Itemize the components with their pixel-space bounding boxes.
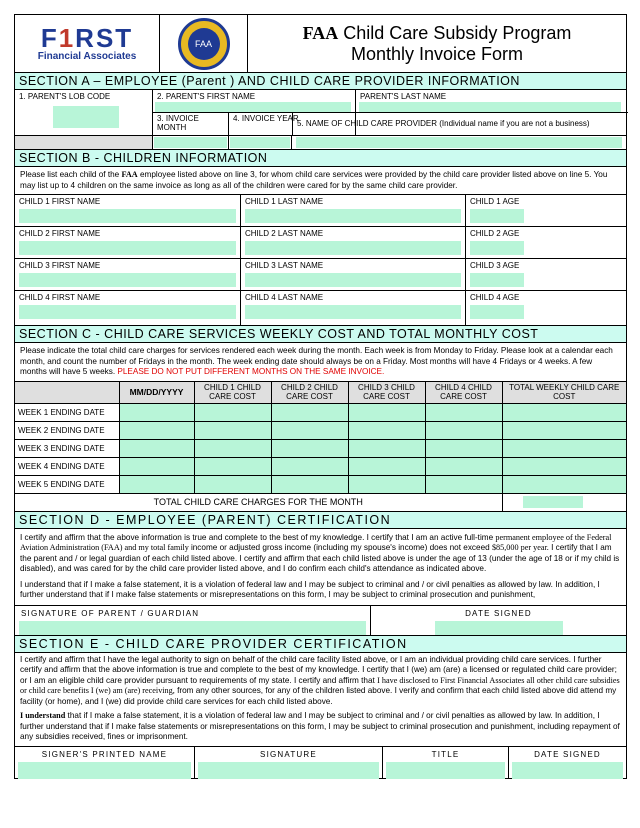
- child-last-label: CHILD 4 LAST NAME: [245, 293, 324, 302]
- child-age-label: CHILD 4 AGE: [470, 293, 520, 302]
- provider-signature-label: SIGNATURE: [260, 749, 317, 759]
- week-row-label: WEEK 1 ENDING DATE: [15, 403, 119, 421]
- week-header-spacer: [15, 381, 119, 403]
- child2-cost-field[interactable]: [271, 475, 348, 493]
- lob-code-label: 1. PARENT'S LOB CODE: [19, 92, 111, 101]
- provider-date-field[interactable]: [512, 762, 623, 779]
- logo-letters: RST: [75, 23, 134, 53]
- provider-name-label: SIGNER'S PRINTED NAME: [41, 749, 168, 759]
- child-last-field[interactable]: [245, 305, 461, 319]
- parent-last-field[interactable]: [359, 102, 621, 112]
- form-header: [15, 15, 626, 73]
- logo-letter-f: F: [40, 23, 59, 53]
- logo-subtitle: Financial Associates: [37, 51, 137, 62]
- child4-cost-header: CHILD 4 CHILD CARE COST: [425, 381, 502, 403]
- title-faa: FAA: [302, 22, 339, 43]
- child-row: [15, 259, 626, 291]
- child-last-label: CHILD 2 LAST NAME: [245, 229, 324, 238]
- child3-cost-header: CHILD 3 CHILD CARE COST: [348, 381, 425, 403]
- provider-signature-cell: [195, 747, 383, 778]
- provider-signature-field[interactable]: [198, 762, 379, 779]
- week-row: [15, 403, 626, 421]
- lob-code-cell: [15, 90, 153, 135]
- e-p2a: I understand: [20, 711, 66, 720]
- parent-date-field[interactable]: [435, 621, 563, 635]
- section-b-title: SECTION B - CHILDREN INFORMATION: [15, 150, 626, 167]
- child1-cost-field[interactable]: [194, 439, 271, 457]
- child-last-label: CHILD 3 LAST NAME: [245, 261, 324, 270]
- total-week-field[interactable]: [502, 403, 626, 421]
- provider-date-cell: [509, 747, 626, 778]
- week-date-field[interactable]: [119, 403, 194, 421]
- total-week-field[interactable]: [502, 421, 626, 439]
- week-date-field[interactable]: [119, 457, 194, 475]
- child1-cost-field[interactable]: [194, 403, 271, 421]
- child-age-field[interactable]: [470, 305, 524, 319]
- lob-code-field[interactable]: [53, 106, 119, 128]
- section-c-instructions: [15, 343, 626, 381]
- section-b-instructions: [15, 167, 626, 195]
- d-p1c: income or adjusted gross income (including my spouse's income) does not exceed: [190, 543, 492, 552]
- child-first-label: CHILD 1 FIRST NAME: [19, 197, 101, 206]
- week-row-label: WEEK 4 ENDING DATE: [15, 457, 119, 475]
- week-row-label: WEEK 5 ENDING DATE: [15, 475, 119, 493]
- total-week-field[interactable]: [502, 439, 626, 457]
- children-grid: [15, 195, 626, 325]
- child2-cost-field[interactable]: [271, 457, 348, 475]
- section-e-cert: [15, 653, 626, 711]
- section-c-title: SECTION C - CHILD CARE SERVICES WEEKLY COST AND TOTAL MONTHLY COST: [15, 325, 626, 343]
- date-col-header: MM/DD/YYYY: [119, 381, 194, 403]
- e-p1b: I have disclosed to First Financial Associates all other child care subsidies or child care benefits I (we) am (are) receiving,: [20, 675, 620, 695]
- week-date-field[interactable]: [119, 439, 194, 457]
- total-week-field[interactable]: [502, 475, 626, 493]
- child-row: [15, 291, 626, 325]
- invoice-month-cell: [153, 113, 229, 136]
- total-month-field[interactable]: [523, 496, 583, 508]
- section-c-intro: Please indicate the total child care charges for services rendered each week during the month. Each week is from Monday to Friday. Please look at a calendar each month, and count the number of Fridays in the month. The week ending date should always be on a Friday. Most months will have 4 Fridays or 4 weeks. A few months will have 5 weeks.: [20, 346, 613, 376]
- week-date-field[interactable]: [119, 475, 194, 493]
- section-b-intro-faa: FAA: [121, 170, 138, 179]
- d-p1b: permanent employee of the Federal Aviation Administration (FAA) and my total family: [20, 532, 612, 552]
- child3-cost-field[interactable]: [348, 475, 425, 493]
- child2-cost-header: CHILD 2 CHILD CARE COST: [271, 381, 348, 403]
- e-p1c: from any other sources, for any of the children listed above. I verify and confirm that each child listed above did attend my facility (or home), and I (we) did provide child care services for each child listed above.: [20, 686, 617, 706]
- child-age-field[interactable]: [470, 241, 524, 255]
- parent-last-label: PARENT'S LAST NAME: [360, 92, 447, 101]
- e-p2: [15, 710, 626, 746]
- child-first-field[interactable]: [19, 305, 236, 319]
- parent-signature-cell: [15, 606, 371, 635]
- total-cost-header: TOTAL WEEKLY CHILD CARE COST: [502, 381, 626, 403]
- invoice-month-field-cell: [153, 136, 229, 149]
- d-p1a: I certify and affirm that the above information is true and complete to the best of my knowledge. I certify that I am an active full-time: [20, 532, 496, 542]
- week-row-label: WEEK 2 ENDING DATE: [15, 421, 119, 439]
- child1-cost-field[interactable]: [194, 475, 271, 493]
- child-last-label: CHILD 1 LAST NAME: [245, 197, 324, 206]
- parent-date-label: DATE SIGNED: [465, 608, 532, 618]
- child-age-label: CHILD 3 AGE: [470, 261, 520, 270]
- provider-name-field[interactable]: [18, 762, 191, 779]
- provider-title-cell: [383, 747, 509, 778]
- d-p1e: I certify that I am the parent and / or legal guardian of each child listed above. I certify and affirm that each child listed above is under the age of 13 (under the age of 18 or if my child is disabled), and was cared for by the child care provider listed above, and I do confirm each child's attendance as indicated above.: [20, 543, 620, 573]
- child-first-field[interactable]: [19, 209, 236, 223]
- week-row: [15, 421, 626, 439]
- child3-cost-field[interactable]: [348, 421, 425, 439]
- child4-cost-field[interactable]: [425, 475, 502, 493]
- invoice-form: [14, 14, 627, 779]
- lob-code-spacer: [15, 136, 153, 149]
- child-row: [15, 227, 626, 259]
- child3-cost-field[interactable]: [348, 403, 425, 421]
- title-rest: Child Care Subsidy Program: [338, 22, 572, 43]
- child-first-label: CHILD 4 FIRST NAME: [19, 293, 101, 302]
- provider-title-label: TITLE: [431, 749, 460, 759]
- provider-field-cell: [292, 136, 626, 149]
- parent-signature-field[interactable]: [19, 621, 366, 635]
- e-p1a: I certify and affirm that I have the legal authority to sign on behalf of the child care facility listed above, or I am an individual providing child care services. I further certify and affirm that the above information is true and complete to the best of my knowledge. I certify that I (we) am (are) a licensed or regulated child care provider; or I am an eligible child care provider pursuant to requirements of my state. I certify and affirm that: [20, 654, 617, 685]
- d-p2: I understand that if I make a false statement, it is a violation of federal law and I may be subject to criminal and / or civil penalties as allowed by law. In addition, I further understand that if I make false statements or misrepresentations on this form, I may be subject to criminal prosecution and punishment,: [20, 579, 600, 599]
- parent-first-label: 2. PARENT'S FIRST NAME: [157, 92, 256, 101]
- child-age-label: CHILD 1 AGE: [470, 197, 520, 206]
- child3-cost-field[interactable]: [348, 457, 425, 475]
- child1-cost-header: CHILD 1 CHILD CARE COST: [194, 381, 271, 403]
- invoice-year-label: 4. INVOICE YEAR: [233, 114, 299, 123]
- child4-cost-field[interactable]: [425, 439, 502, 457]
- child4-cost-field[interactable]: [425, 457, 502, 475]
- parent-first-field[interactable]: [155, 102, 351, 112]
- child-row: [15, 195, 626, 227]
- child4-cost-field[interactable]: [425, 421, 502, 439]
- week-row: [15, 439, 626, 457]
- child4-cost-field[interactable]: [425, 403, 502, 421]
- invoice-month-field[interactable]: [154, 137, 227, 148]
- invoice-year-field-cell: [229, 136, 292, 149]
- provider-name-cell: [15, 747, 195, 778]
- week-row-label: WEEK 3 ENDING DATE: [15, 439, 119, 457]
- child-age-field[interactable]: [470, 209, 524, 223]
- e-p2b: that if I make a false statement, it is a violation of federal law and I may be subject to criminal and / or civil penalties as allowed by law. In addition, I further understand that if I make false statements or misrepresentations on this form, I may be subject to criminal prosecution and punishment, including repayment of any subsidies received, fines or imprisonment.: [20, 711, 620, 741]
- provider-date-label: DATE SIGNED: [534, 749, 601, 759]
- seal-label: FAA: [188, 28, 220, 60]
- child2-cost-field[interactable]: [271, 403, 348, 421]
- child-age-field[interactable]: [470, 273, 524, 287]
- parent-last-cell: [297, 90, 626, 135]
- week-row: [15, 475, 626, 493]
- child-first-label: CHILD 2 FIRST NAME: [19, 229, 101, 238]
- section-a-title: SECTION A – EMPLOYEE (Parent ) AND CHILD CARE PROVIDER INFORMATION: [15, 73, 626, 90]
- total-month-cell: [502, 493, 626, 511]
- total-week-field[interactable]: [502, 457, 626, 475]
- section-e-title: SECTION E - CHILD CARE PROVIDER CERTIFICATION: [15, 635, 626, 653]
- faa-seal-icon: [160, 15, 248, 72]
- section-b-intro-a: Please list each child of the: [20, 170, 122, 179]
- parent-signature-label: SIGNATURE OF PARENT / GUARDIAN: [21, 608, 200, 618]
- child-last-field[interactable]: [245, 241, 461, 255]
- child2-cost-field[interactable]: [271, 421, 348, 439]
- logo-one: 1: [58, 23, 76, 53]
- section-d-title: SECTION D - EMPLOYEE (PARENT) CERTIFICATION: [15, 512, 626, 529]
- child-last-field[interactable]: [245, 209, 461, 223]
- provider-label: 5. NAME OF CHILD CARE PROVIDER (Individual name if you are not a business): [297, 119, 590, 128]
- provider-title-field[interactable]: [386, 762, 505, 779]
- total-month-label: TOTAL CHILD CARE CHARGES FOR THE MONTH: [15, 493, 502, 511]
- child2-cost-field[interactable]: [271, 439, 348, 457]
- child-first-label: CHILD 3 FIRST NAME: [19, 261, 101, 270]
- child1-cost-field[interactable]: [194, 421, 271, 439]
- form-title: [248, 15, 626, 72]
- section-b-intro-b: employee listed above on line 3, for whom child care services were provided by the child care provider listed above on line 5. You may list up to 4 children on the same invoice as long as all of the children were cared for by the same child care provider.: [20, 170, 608, 190]
- section-c-warning: PLEASE DO NOT PUT DIFFERENT MONTHS ON THE SAME INVOICE.: [117, 367, 385, 376]
- child-last-field[interactable]: [245, 273, 461, 287]
- parent-date-cell: [371, 606, 626, 635]
- child3-cost-field[interactable]: [348, 439, 425, 457]
- section-d-cert: [15, 529, 626, 578]
- d-p1d: $85,000 per year.: [491, 543, 549, 552]
- child-age-label: CHILD 2 AGE: [470, 229, 520, 238]
- invoice-month-label: 3. INVOICE MONTH: [157, 114, 199, 132]
- child-first-field[interactable]: [19, 273, 236, 287]
- first-financial-logo: [15, 15, 160, 72]
- form-subtitle: Monthly Invoice Form: [350, 43, 524, 64]
- invoice-year-field[interactable]: [230, 137, 290, 148]
- child-first-field[interactable]: [19, 241, 236, 255]
- weekly-cost-table: [15, 381, 626, 512]
- week-date-field[interactable]: [119, 421, 194, 439]
- week-row: [15, 457, 626, 475]
- provider-field[interactable]: [296, 137, 622, 148]
- child1-cost-field[interactable]: [194, 457, 271, 475]
